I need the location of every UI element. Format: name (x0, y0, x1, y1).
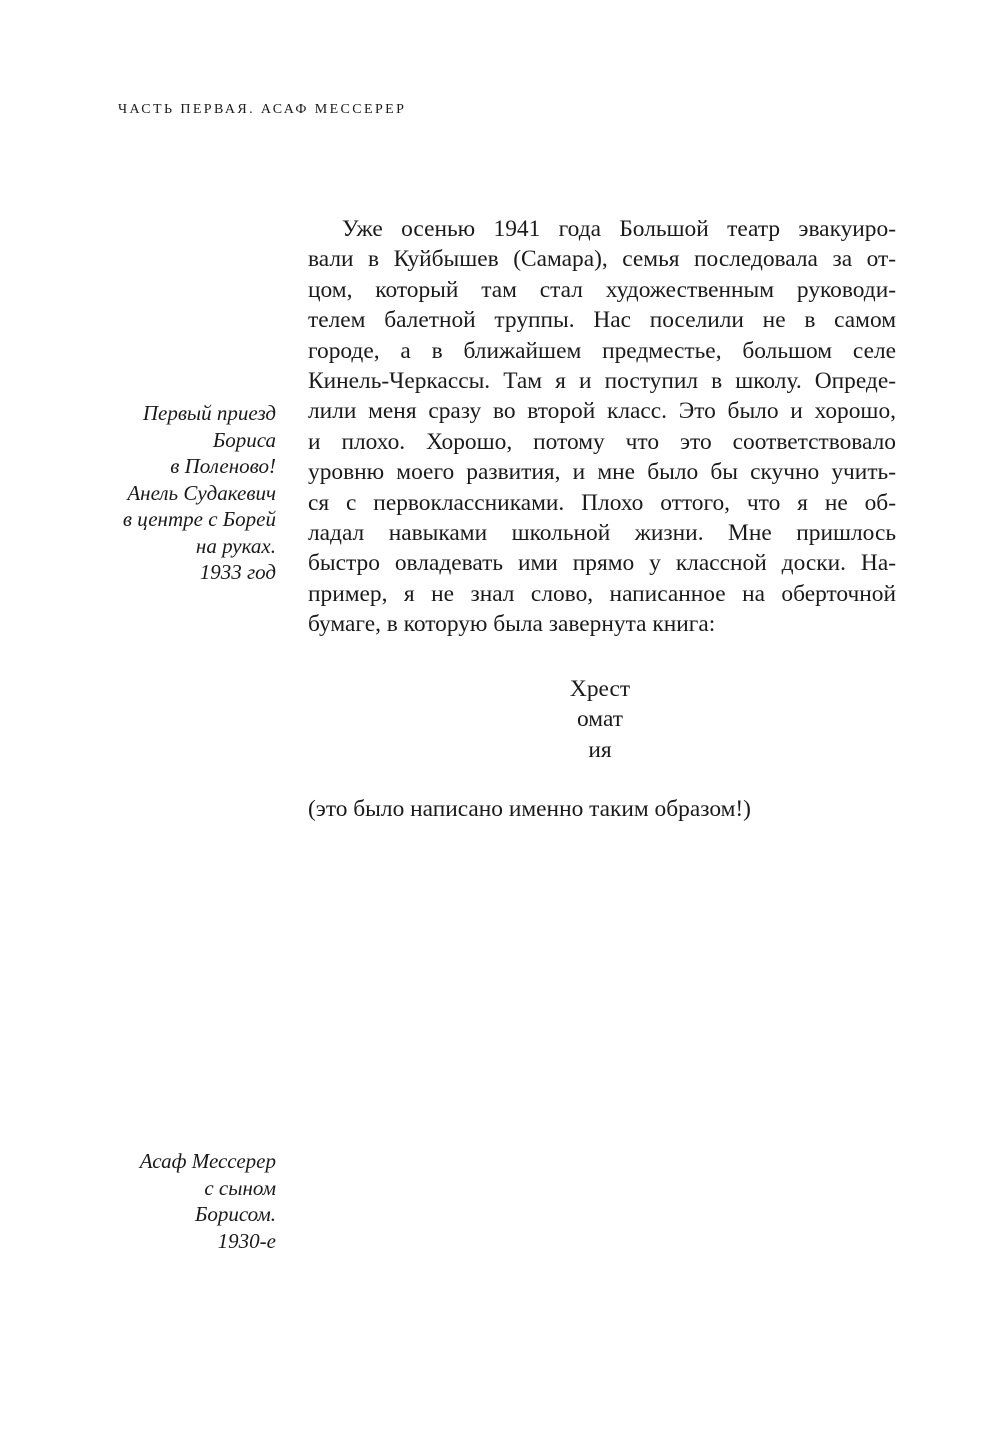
paragraph-line: пример, я не знал слово, написанное на оберточной (308, 580, 896, 607)
photo-caption-1 (96, 400, 276, 586)
caption-line: 1930-е (217, 1228, 276, 1253)
paragraph-line: бумаге, в которую была завернута книга: (308, 611, 716, 638)
paragraph-line: быстро овладевать ими прямо у классной доски. На- (308, 550, 896, 577)
caption-line: 1933 год (199, 560, 276, 584)
paragraph-line: Уже осенью 1941 года Большой театр эвакуиро- (342, 216, 896, 242)
caption-line: в Поленово! (170, 454, 276, 478)
caption-line: Борисом. (194, 1202, 276, 1226)
main-paragraph (308, 214, 896, 640)
paragraph-line: ся с первоклассниками. Плохо оттого, что я не об- (308, 489, 896, 516)
paragraph-line: цом, который там стал художественным руководи- (308, 276, 896, 303)
caption-line: Бориса (212, 427, 276, 452)
running-head: ЧАСТЬ ПЕРВАЯ. АСАФ МЕССЕРЕР (118, 102, 407, 117)
split-word-block (530, 674, 670, 765)
caption-line: Анель Судакевич (127, 480, 276, 505)
paragraph-line: лили меня сразу во второй класс. Это было и хорошо, (308, 398, 896, 425)
paragraph-line: вали в Куйбышев (Самара), семья последовала за от- (308, 246, 896, 273)
paragraph-line: телем балетной труппы. Нас поселили не в самом (308, 307, 896, 334)
photo-caption-2 (96, 1148, 276, 1254)
paragraph-line: Кинель-Черкассы. Там я и поступил в школу. Опреде- (308, 368, 896, 395)
caption-line: Первый приезд (142, 401, 276, 425)
paragraph-line: городе, а в ближайшем предместье, большом селе (308, 337, 896, 364)
split-word-line: ия (588, 736, 612, 763)
caption-line: на руках. (195, 533, 276, 558)
split-word-line: Хрест (569, 676, 631, 702)
parenthetical-note: (это было написано именно таким образом!) (308, 796, 751, 822)
paragraph-line: уровню моего развития, и мне было бы скучно учить- (308, 459, 896, 486)
caption-line: с сыном (204, 1175, 276, 1200)
caption-line: Асаф Мессерер (139, 1149, 276, 1173)
caption-line: в центре с Борей (122, 507, 276, 531)
paragraph-line: ладал навыками школьной жизни. Мне пришлось (308, 520, 896, 547)
split-word-line: омат (577, 706, 623, 733)
paragraph-line: и плохо. Хорошо, потому что это соответствовало (308, 428, 896, 455)
